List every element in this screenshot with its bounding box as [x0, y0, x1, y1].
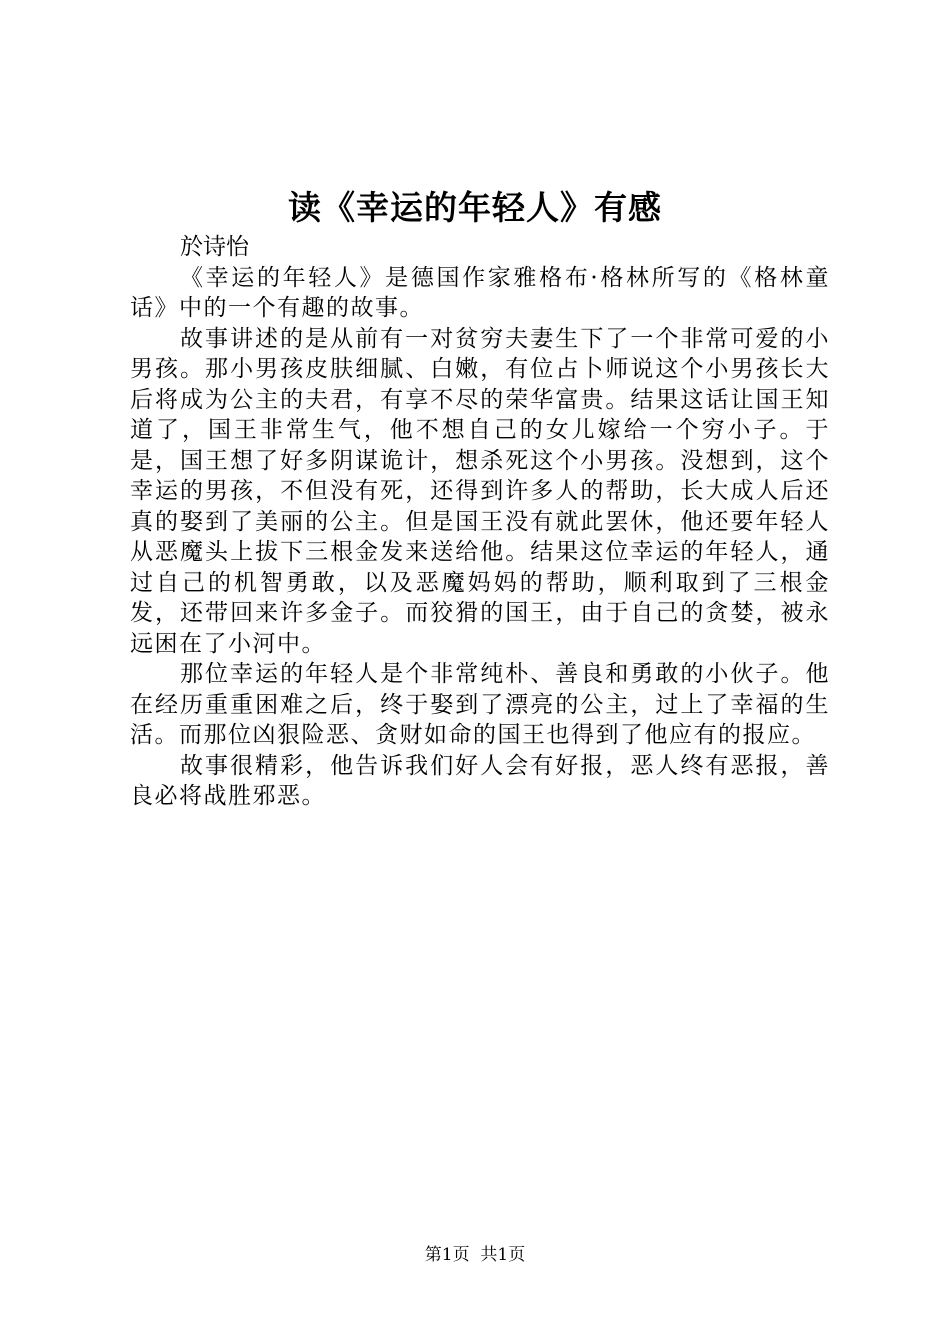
page-number-current: 第1页 [424, 1245, 470, 1265]
page-footer [0, 1243, 950, 1267]
paragraph-4: 故事很精彩，他告诉我们好人会有好报，恶人终有恶报，善良必将战胜邪恶。 [130, 752, 830, 809]
document-body [130, 232, 830, 812]
author-name: 於诗怡 [180, 234, 249, 260]
footer-separator [470, 1245, 481, 1265]
paragraph-2: 故事讲述的是从前有一对贫穷夫妻生下了一个非常可爱的小男孩。那小男孩皮肤细腻、白嫩，有位占卜师说这个小男孩长大后将成为公主的夫君，有享不尽的荣华富贵。结果这话让国王知道了，国王非常生气，他不想自己的女儿嫁给一个穷小子。于是，国王想了好多阴谋诡计，想杀死这个小男孩。没想到，这个幸运的男孩，不但没有死，还得到许多人的帮助，长大成人后还真的娶到了美丽的公主。但是国王没有就此罢休，他还要年轻人从恶魔头上拔下三根金发来送给他。结果这位幸运的年轻人，通过自己的机智勇敢，以及恶魔妈妈的帮助，顺利取到了三根金发，还带回来许多金子。而狡猾的国王，由于自己的贪婪，被永远困在了小河中。 [130, 325, 830, 657]
paragraph-3: 那位幸运的年轻人是个非常纯朴、善良和勇敢的小伙子。他在经历重重困难之后，终于娶到了漂亮的公主，过上了幸福的生活。而那位凶狠险恶、贪财如命的国王也得到了他应有的报应。 [130, 661, 830, 748]
document-title: 读《幸运的年轻人》有感 [288, 188, 662, 227]
page-number-total: 共1页 [480, 1245, 526, 1265]
paragraph-1: 《幸运的年轻人》是德国作家雅格布·格林所写的《格林童话》中的一个有趣的故事。 [130, 264, 830, 321]
